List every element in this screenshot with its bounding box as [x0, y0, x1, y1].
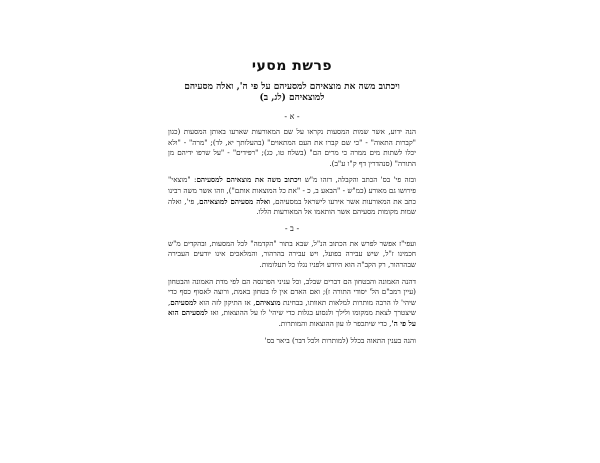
paragraph-2-bold-quote-2: ואלה מסעיהם למוצאיהם: [199, 196, 271, 206]
paragraph-4-bold-1: מוצאיהם: [255, 297, 281, 307]
paragraph-2-text-mid: : "מוצאי" פירושו גם מאורע (כמ"ש - "הבאע ב, כ - "את כל המוצאות אותם"), וזהו אשר משה רבינו כתב את המאורעות אשר אירעו לישראל במסעיהם,: [168, 175, 416, 206]
paragraph-4: [168, 277, 416, 330]
paragraph-2: [168, 175, 416, 217]
paragraph-2-bold-quote-1: ויכתוב משה את מוצאיהם למסעיהם: [196, 175, 302, 185]
document-subtitle: ויכתוב משה את מוצאיהם למסעיהם על פי ה', ואלה מסעיהם למוצאיהם (לג, ב): [184, 82, 400, 103]
paragraph-4-text-mid-2: , שיצטרך לצאת ממקומו ולילך ולנסוע בגלות כדי שיהי' לו על ההוצאות, ואז: [168, 297, 416, 318]
paragraph-2-text-end: , פי', ואלה שמות מקומות מסעיהם אשר הותאמו אל המאורעות הללו.: [168, 196, 416, 217]
section-mark-2: - ב -: [284, 223, 300, 233]
paragraph-4-bold-2: למסעיהם: [170, 297, 197, 307]
paragraph-4-text-mid: , אז התיקון לזה הוא: [199, 297, 256, 307]
paragraph-4-bold-3: למסעיהם הוא על פי ה': [168, 308, 416, 328]
paragraph-4-text-start: דהנה האמונה והבטחון הם דברים שבלב, וכל עניני הפרנסה הם לפי מדת האמונה והבטחון (עיין רמב"ם הל' יסודי התורה ז); ואם האדם אין לו בטחון באמת, ורוצה לאסוף כסף כדי שיהי' לו הרבה מותרות למלאות תאוותו, בבחינת: [168, 276, 416, 307]
document-title: פרשת מסעי: [251, 58, 333, 74]
paragraph-4-text-end: , כדי שיתכפר לו עון ההוצאות והמותרות.: [278, 318, 392, 328]
section-mark-1: - א -: [284, 112, 300, 121]
paragraph-1: הנה ידוע, אשר שמות המסעות נקראו על שם המאורעות שארעו באותן המסעות (כגון "קברות התאוה" - "כי שם קברו את העם המתאוים" (בהעלותך יא, לד); "מרה" - "ולא יכלו לשתות מים ממרה כי מרים הם" (בשלח טו, כג); "רפידים" - "על שרפו ידיהם מן התורה" (סנהדרין דף ק"ו ע"ב).: [168, 127, 416, 168]
document-page: [168, 58, 416, 352]
paragraph-5: והנה בענין התאוה בכלל (למותרות ולכל דבר) ביאר בס': [264, 335, 416, 345]
paragraph-2-text-start: ובזה פי' בס' הכתב והקבלה, דזהו מ"ש: [304, 175, 416, 185]
paragraph-3: ועפי"ז אפשר לפרש את הכתוב הנ"ל, שבא בתור "הקדמה" לכל המסעות, ובהקדים מ"ש חכמינו ז"ל, שיש עבירה בפועל, ויש עבירה בהרהור, והמלאכים אינו יודעים העבירה שבהרהור, רק הקב"ה הוא היודע ולפניו נגלו כל תעלומות.: [168, 238, 416, 269]
